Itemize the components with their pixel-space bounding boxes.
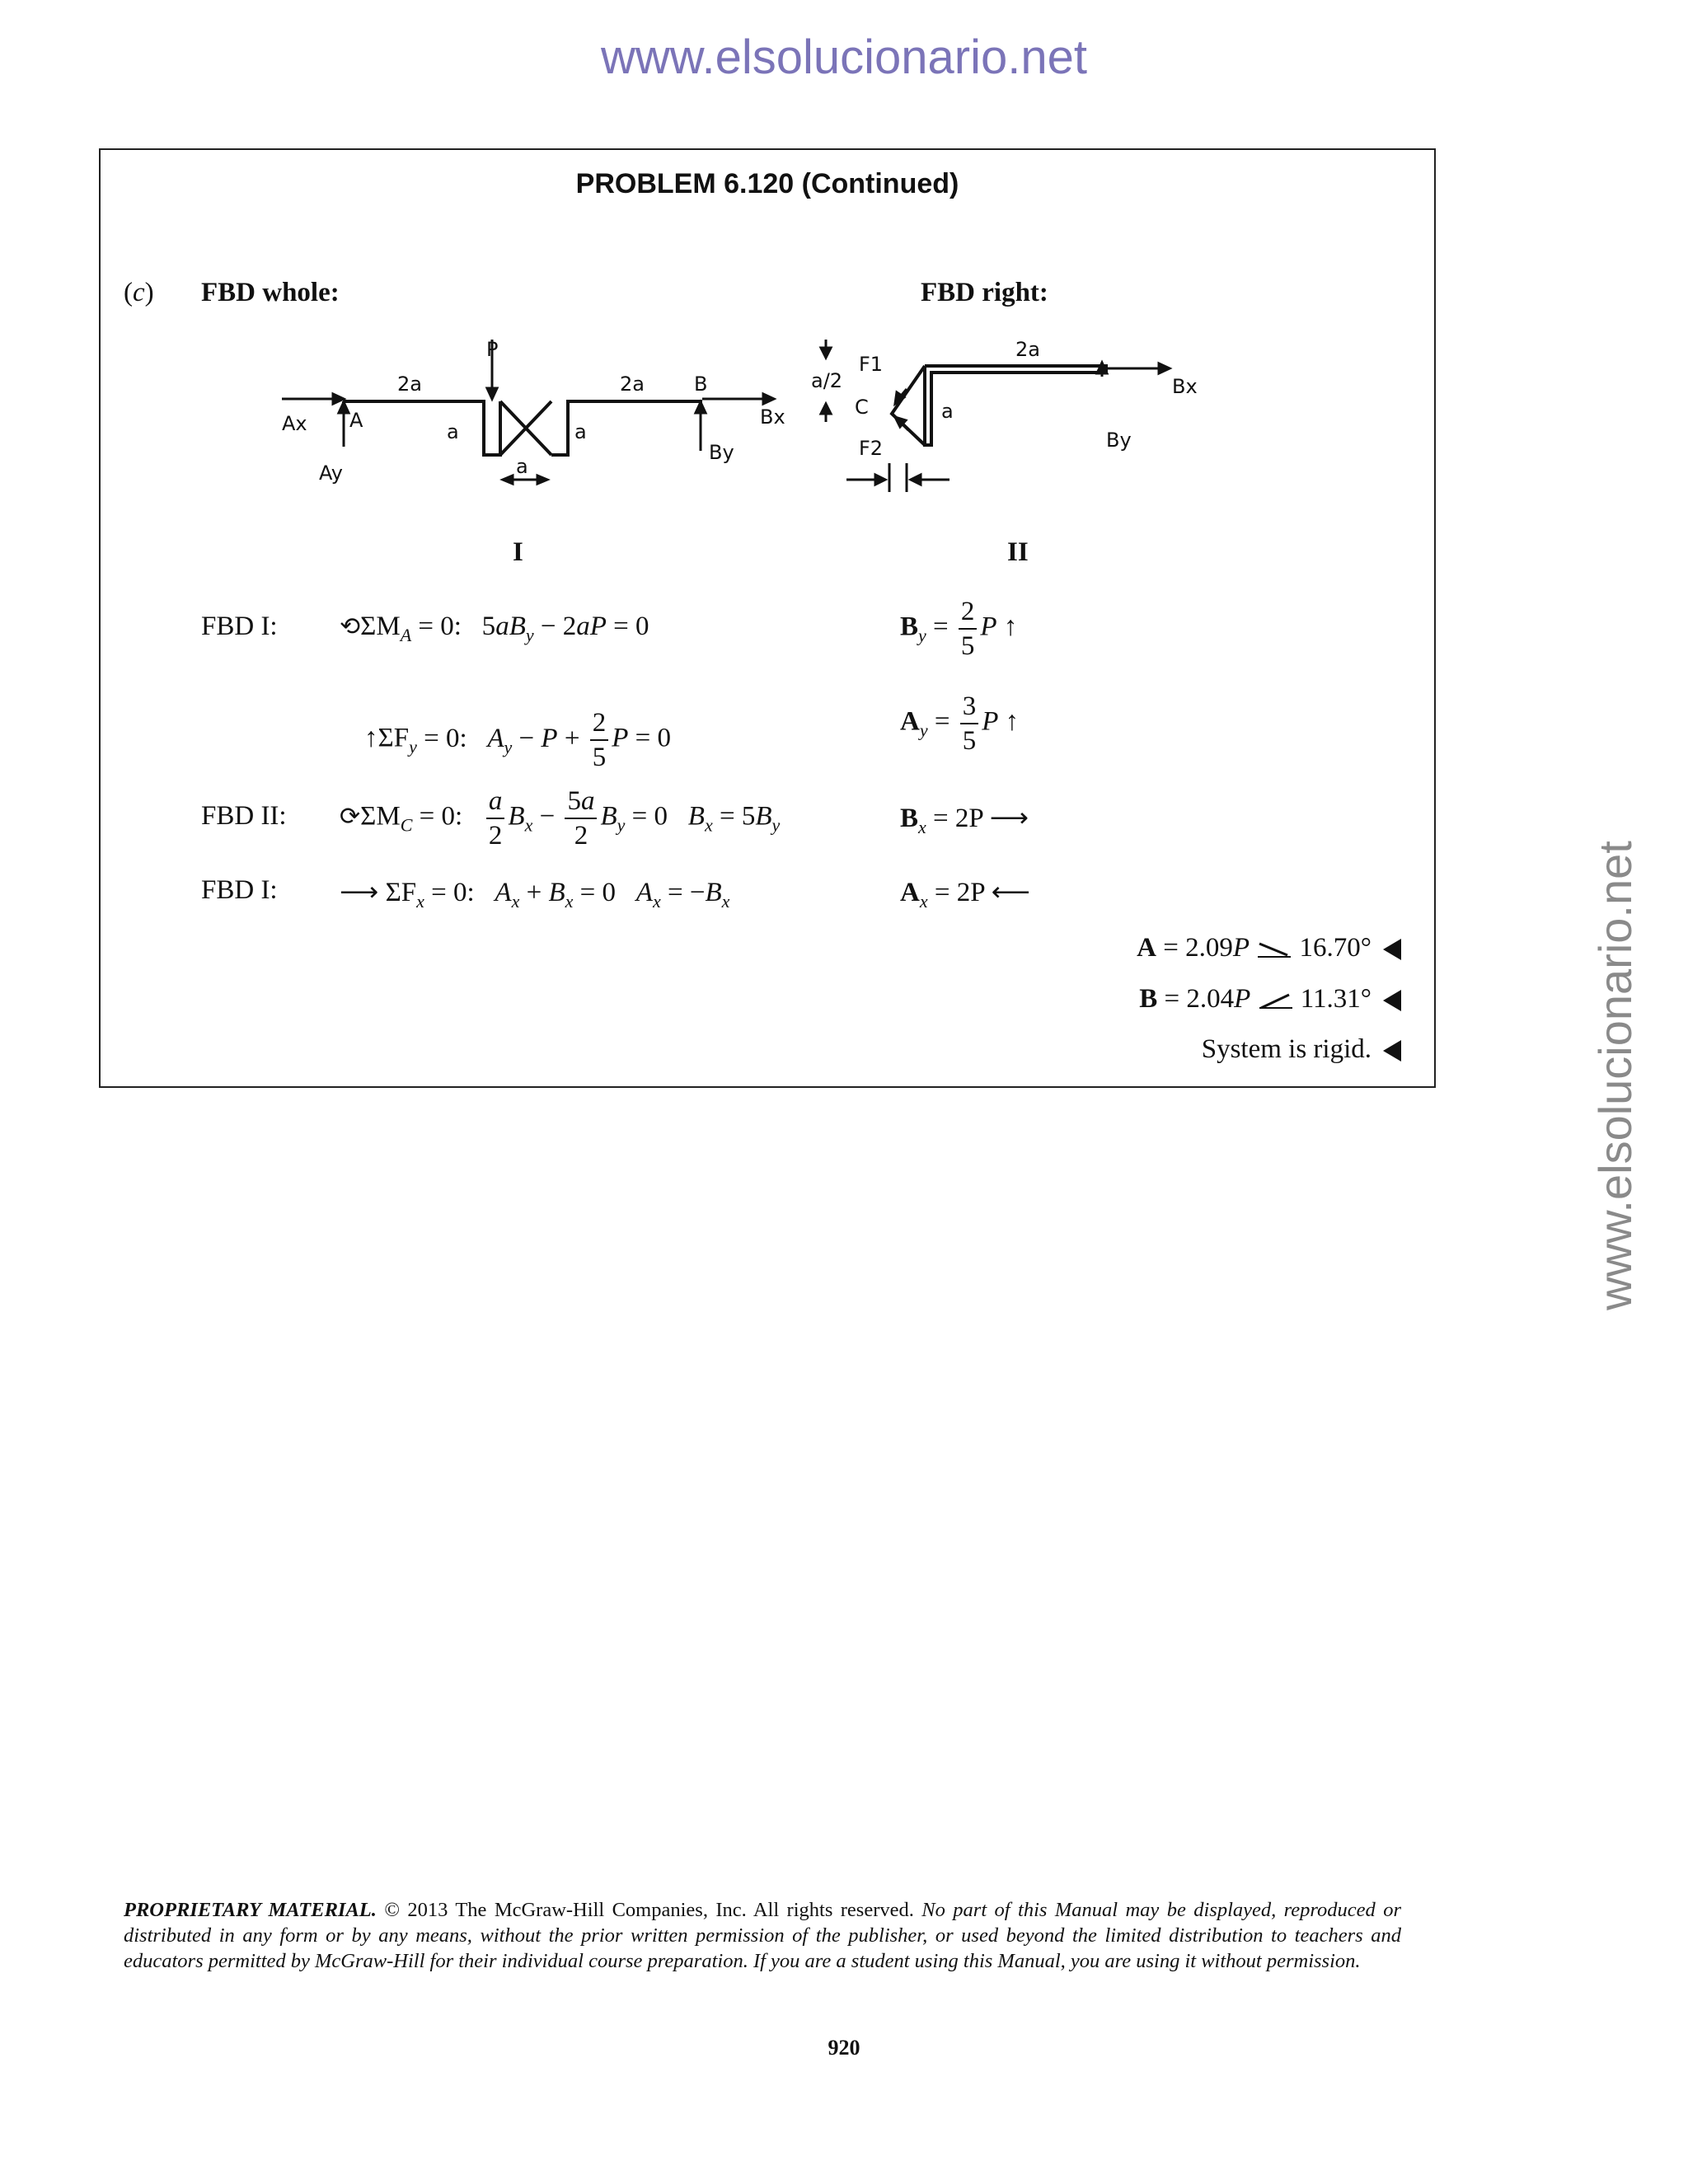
label-a-bottom: a (516, 455, 528, 478)
row1-label: FBD I: (201, 612, 278, 641)
label-Bx: Bx (760, 405, 785, 429)
answer-B: B = 2.04P 11.31° (1139, 984, 1401, 1015)
label-Bx: Bx (1172, 375, 1198, 398)
label-By: By (709, 441, 734, 464)
label-2a: 2a (1015, 338, 1040, 361)
solution-box (99, 148, 1436, 1088)
label-a-right: a (574, 420, 587, 443)
row1-result: $B_y$ = $\frac{2}{5}$ P ↑ (900, 597, 1018, 661)
label-A: A (349, 409, 363, 432)
row4-equation: ⟶ $\Sigma F_x = 0$: $A_x + B_x = 0$ $A_x = -B_x$ (340, 878, 730, 912)
copyright-footer: PROPRIETARY MATERIAL. © 2013 The McGraw-Hill Companies, Inc. All rights reserved. No part of this Manual may be displayed, reproduced or distributed in any form or by any means, without the prior written permission of the publisher, or used beyond the limited distribution to teachers and educators permitted by McGraw-Hill for their individual course preparation. If you are a student using this Manual, you are using it without permission. (124, 1899, 1401, 1972)
label-a: a (941, 400, 954, 423)
label-a-left: a (447, 420, 459, 443)
diagram-I-label: I (513, 537, 523, 567)
row1-equation: $⟲\Sigma M_A = 0$: $5aB_y - 2aP = 0$ (340, 612, 649, 645)
answer-A: A = 2.09P 16.70° (1137, 933, 1401, 963)
label-F1: F1 (859, 353, 884, 376)
label-C: C (855, 396, 869, 419)
label-P: P (486, 338, 499, 361)
fbd-whole-label: FBD whole: (201, 278, 340, 307)
label-Ay: Ay (319, 462, 343, 485)
label-By: By (1106, 429, 1132, 452)
row4-result: $A_x = 2P$ ⟵ (900, 878, 1030, 912)
diagram-II-label: II (1007, 537, 1029, 567)
page-number: 920 (828, 2036, 860, 2060)
label-2a-right: 2a (620, 373, 645, 396)
row2-equation: $↑\Sigma F_y = 0$: $A_y - P$ + $\frac{2}{5}$ P = 0 (364, 708, 672, 772)
answer-rigid: System is rigid. (1202, 1034, 1401, 1065)
label-a-half: a/2 (811, 369, 843, 392)
label-F2: F2 (859, 437, 884, 460)
label-Ax: Ax (282, 412, 307, 435)
label-B: B (694, 373, 708, 396)
fbd-right-label: FBD right: (921, 278, 1048, 307)
row3-label: FBD II: (201, 801, 287, 831)
part-label: (c) (124, 278, 154, 307)
row3-result: $B_x = 2P$ ⟶ (900, 804, 1029, 837)
watermark-side[interactable]: www.elsolucionario.net (1589, 841, 1641, 1310)
row4-label: FBD I: (201, 875, 278, 905)
fbd-right-diagram (809, 331, 1271, 496)
problem-title: PROBLEM 6.120 (Continued) (575, 168, 959, 199)
row2-result: $A_y$ = $\frac{3}{5}$ P ↑ (900, 691, 1020, 756)
watermark-top[interactable]: www.elsolucionario.net (601, 30, 1087, 84)
row3-equation: $⟳\Sigma M_C = 0$: $\frac{a}{2}$ $B_x$ − $\frac{5a}{2}$ $B_y = 0$ $B_x = 5B_y$ (340, 786, 781, 851)
label-2a-left: 2a (397, 373, 422, 396)
